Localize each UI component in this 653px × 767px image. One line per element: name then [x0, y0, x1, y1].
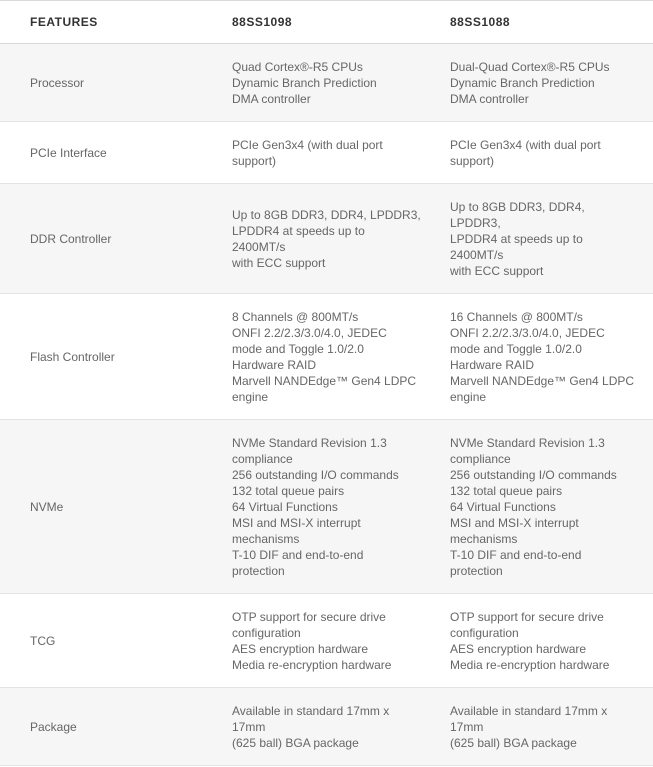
- value-line: OTP support for secure drive: [232, 609, 386, 624]
- value-line: PCIe Gen3x4 (with dual port: [232, 137, 383, 152]
- value-line: 256 outstanding I/O commands: [232, 467, 399, 482]
- value-88ss1088: [448, 688, 653, 766]
- value-line: Available in standard 17mm x: [450, 703, 608, 718]
- value-line: mechanisms: [232, 531, 300, 546]
- value-line: ONFI 2.2/2.3/3.0/4.0, JEDEC: [232, 325, 387, 340]
- value-line: LPDDR4 at speeds up to: [450, 231, 583, 246]
- value-line: engine: [450, 389, 487, 404]
- value-line: protection: [232, 563, 285, 578]
- value-line: NVMe Standard Revision 1.3: [450, 435, 605, 450]
- value-88ss1098: [230, 420, 448, 594]
- value-line: configuration: [450, 625, 519, 640]
- value-line: support): [232, 153, 277, 168]
- value-88ss1098: [230, 688, 448, 766]
- value-line: mode and Toggle 1.0/2.0: [232, 341, 364, 356]
- header-features: FEATURES: [0, 1, 230, 44]
- value-line: mechanisms: [450, 531, 518, 546]
- value-line: 132 total queue pairs: [450, 483, 563, 498]
- value-88ss1088: [448, 420, 653, 594]
- value-88ss1098: [230, 294, 448, 420]
- feature-name: Flash Controller: [0, 294, 230, 420]
- value-88ss1098: [230, 122, 448, 184]
- value-line: compliance: [450, 451, 511, 466]
- header-88ss1088: 88SS1088: [448, 1, 653, 44]
- value-line: Marvell NANDEdge™ Gen4 LDPC: [232, 373, 417, 388]
- table-row: [0, 294, 653, 420]
- value-line: ONFI 2.2/2.3/3.0/4.0, JEDEC: [450, 325, 605, 340]
- value-line: Dynamic Branch Prediction: [450, 75, 595, 90]
- value-line: AES encryption hardware: [450, 641, 587, 656]
- value-line: Hardware RAID: [232, 357, 317, 372]
- value-line: support): [450, 153, 495, 168]
- feature-name: TCG: [0, 594, 230, 688]
- value-88ss1088: [448, 294, 653, 420]
- value-line: Dual-Quad Cortex®-R5 CPUs: [450, 59, 610, 74]
- feature-name: PCIe Interface: [0, 122, 230, 184]
- value-88ss1088: [448, 122, 653, 184]
- value-line: 8 Channels @ 800MT/s: [232, 309, 359, 324]
- value-line: Media re-encryption hardware: [450, 657, 610, 672]
- feature-name: DDR Controller: [0, 184, 230, 294]
- feature-name: Processor: [0, 44, 230, 122]
- value-line: engine: [232, 389, 269, 404]
- feature-name: NVMe: [0, 420, 230, 594]
- value-line: LPDDR3,: [450, 215, 501, 230]
- table-header-row: [0, 1, 653, 44]
- value-line: Up to 8GB DDR3, DDR4, LPDDR3,: [232, 207, 421, 222]
- value-line: Media re-encryption hardware: [232, 657, 392, 672]
- value-88ss1088: [448, 184, 653, 294]
- value-line: 17mm: [232, 719, 266, 734]
- value-line: 2400MT/s: [232, 239, 286, 254]
- value-line: with ECC support: [232, 255, 326, 270]
- value-line: mode and Toggle 1.0/2.0: [450, 341, 582, 356]
- value-line: NVMe Standard Revision 1.3: [232, 435, 387, 450]
- header-88ss1098: 88SS1098: [230, 1, 448, 44]
- value-88ss1098: [230, 594, 448, 688]
- value-line: T-10 DIF and end-to-end: [450, 547, 582, 562]
- value-line: 16 Channels @ 800MT/s: [450, 309, 583, 324]
- value-line: Quad Cortex®-R5 CPUs: [232, 59, 363, 74]
- table-row: [0, 184, 653, 294]
- value-line: Marvell NANDEdge™ Gen4 LDPC: [450, 373, 635, 388]
- value-line: Up to 8GB DDR3, DDR4,: [450, 199, 585, 214]
- value-line: MSI and MSI-X interrupt: [232, 515, 361, 530]
- value-line: with ECC support: [450, 263, 544, 278]
- value-line: LPDDR4 at speeds up to: [232, 223, 365, 238]
- value-line: DMA controller: [232, 91, 311, 106]
- value-line: PCIe Gen3x4 (with dual port: [450, 137, 601, 152]
- table-row: [0, 688, 653, 766]
- value-line: Hardware RAID: [450, 357, 535, 372]
- value-line: OTP support for secure drive: [450, 609, 604, 624]
- value-line: (625 ball) BGA package: [232, 735, 359, 750]
- value-line: 64 Virtual Functions: [232, 499, 338, 514]
- value-line: Dynamic Branch Prediction: [232, 75, 377, 90]
- value-line: 2400MT/s: [450, 247, 504, 262]
- value-line: 17mm: [450, 719, 484, 734]
- value-line: configuration: [232, 625, 301, 640]
- value-line: 132 total queue pairs: [232, 483, 345, 498]
- value-line: compliance: [232, 451, 293, 466]
- value-88ss1088: [448, 594, 653, 688]
- table-row: [0, 420, 653, 594]
- value-line: DMA controller: [450, 91, 529, 106]
- value-line: T-10 DIF and end-to-end: [232, 547, 364, 562]
- feature-name: Package: [0, 688, 230, 766]
- table-row: [0, 44, 653, 122]
- table-row: [0, 122, 653, 184]
- value-88ss1098: [230, 44, 448, 122]
- value-line: Available in standard 17mm x: [232, 703, 390, 718]
- table-body: [0, 44, 653, 766]
- value-88ss1088: [448, 44, 653, 122]
- value-line: protection: [450, 563, 503, 578]
- value-line: 256 outstanding I/O commands: [450, 467, 617, 482]
- value-line: MSI and MSI-X interrupt: [450, 515, 579, 530]
- table-row: [0, 594, 653, 688]
- value-line: 64 Virtual Functions: [450, 499, 556, 514]
- value-88ss1098: [230, 184, 448, 294]
- value-line: AES encryption hardware: [232, 641, 369, 656]
- value-line: (625 ball) BGA package: [450, 735, 577, 750]
